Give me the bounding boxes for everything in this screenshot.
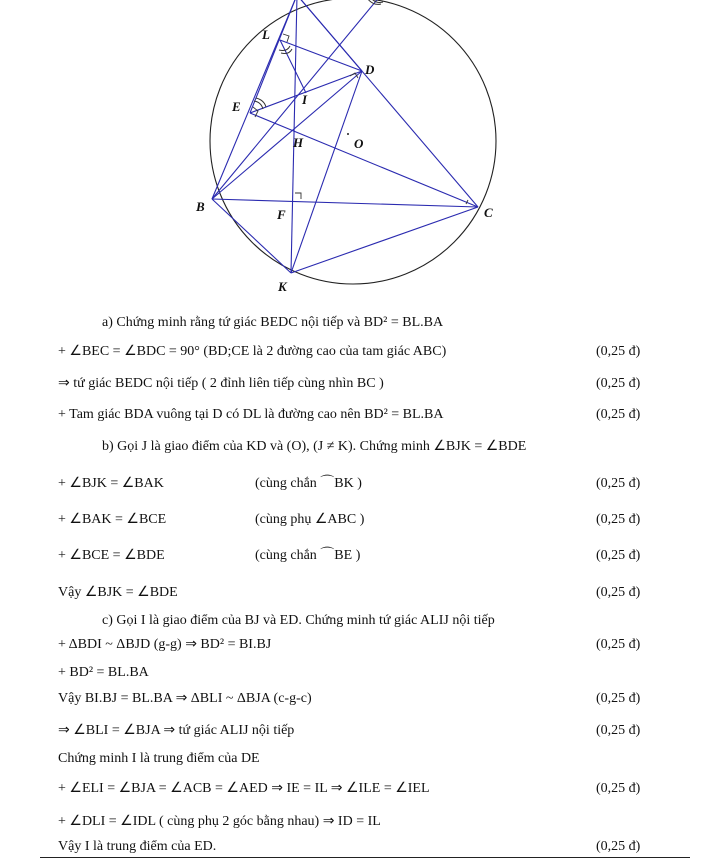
geometry-figure [0, 0, 711, 300]
part-b-line-1: + ∠BJK = ∠BAK [58, 476, 164, 491]
point-label-b: B [196, 199, 205, 214]
part-b-note-1: (cùng chắn ⌒BK ) [255, 476, 362, 491]
point-label-o: O [354, 136, 364, 151]
part-b-points-3: (0,25 đ) [596, 548, 641, 563]
part-a-line-3: + Tam giác BDA vuông tại D có DL là đường cao nên BD² = BL.BA [58, 407, 444, 422]
part-b-points-2: (0,25 đ) [596, 512, 641, 527]
point-label-k: K [278, 279, 287, 294]
angle-arc-e2 [254, 101, 263, 109]
bottom-divider [40, 857, 690, 858]
point-label-d: D [365, 62, 375, 77]
point-label-l: L [262, 27, 270, 42]
segment-kc [291, 207, 478, 273]
segment-bc [212, 199, 478, 207]
point-label-i: I [302, 92, 308, 107]
part-c-line-1: + ΔBDI ~ ΔBJD (g-g) ⇒ BD² = BI.BJ [58, 637, 272, 652]
part-b-note-3: (cùng chắn ⌒BE ) [255, 548, 361, 563]
part-a-points-3: (0,25 đ) [596, 407, 641, 422]
part-c-line-4: ⇒ ∠BLI = ∠BJA ⇒ tứ giác ALIJ nội tiếp [58, 723, 295, 738]
part-a-points-2: (0,25 đ) [596, 376, 641, 391]
part-c-line-7: + ∠DLI = ∠IDL ( cùng phụ 2 góc bằng nhau) ⇒ ID = IL [58, 814, 381, 829]
part-b-note-2: (cùng phụ ∠ABC ) [255, 512, 365, 527]
right-angle-f [295, 193, 301, 199]
segment-ab [212, 0, 297, 199]
part-c-line-3: Vậy BI.BJ = BL.BA ⇒ ΔBLI ~ ΔBJA (c-g-c) [58, 691, 312, 706]
right-angle-l [283, 34, 289, 42]
part-c-line-6: + ∠ELI = ∠BJA = ∠ACB = ∠AED ⇒ IE = IL ⇒ ∠ILE = ∠IEL [58, 781, 430, 796]
part-c-points-1: (0,25 đ) [596, 637, 641, 652]
segment-ae [250, 0, 297, 113]
segment-ce [250, 113, 478, 207]
part-a-points-1: (0,25 đ) [596, 344, 641, 359]
circumcircle [210, 0, 496, 284]
part-c-line-2: + BD² = BL.BA [58, 665, 149, 680]
part-b-line-2: + ∠BAK = ∠BCE [58, 512, 167, 527]
point-label-f: F [277, 207, 286, 222]
part-c-heading: c) Gọi I là giao điểm của BJ và ED. Chứng minh tứ giác ALIJ nội tiếp [102, 613, 495, 628]
part-c-points-6: (0,25 đ) [596, 781, 641, 796]
point-label-c: C [484, 205, 493, 220]
part-c-line-5: Chứng minh I là trung điểm của DE [58, 751, 260, 766]
part-a-heading: a) Chứng minh rằng tứ giác BEDC nội tiếp và BD² = BL.BA [102, 315, 444, 330]
part-b-line-3: + ∠BCE = ∠BDE [58, 548, 165, 563]
segment-ak2 [297, 0, 362, 71]
part-a-line-2: ⇒ tứ giác BEDC nội tiếp ( 2 đỉnh liên tiếp cùng nhìn BC ) [58, 376, 384, 391]
segment-ld [280, 40, 362, 71]
part-c-points-3: (0,25 đ) [596, 691, 641, 706]
point-label-e: E [232, 99, 241, 114]
part-c-points-8: (0,25 đ) [596, 839, 641, 854]
part-c-line-8: Vậy I là trung điểm của ED. [58, 839, 217, 854]
part-b-points-4: (0,25 đ) [596, 585, 641, 600]
part-b-points-1: (0,25 đ) [596, 476, 641, 491]
point-label-h: H [293, 135, 304, 150]
part-b-line-4: Vậy ∠BJK = ∠BDE [58, 585, 178, 600]
part-b-heading: b) Gọi J là giao điểm của KD và (O), (J ≠ K). Chứng minh ∠BJK = ∠BDE [102, 439, 527, 454]
part-a-line-1: + ∠BEC = ∠BDC = 90° (BD;CE là 2 đường cao của tam giác ABC) [58, 344, 447, 359]
part-c-points-4: (0,25 đ) [596, 723, 641, 738]
center-point-o [347, 133, 349, 135]
